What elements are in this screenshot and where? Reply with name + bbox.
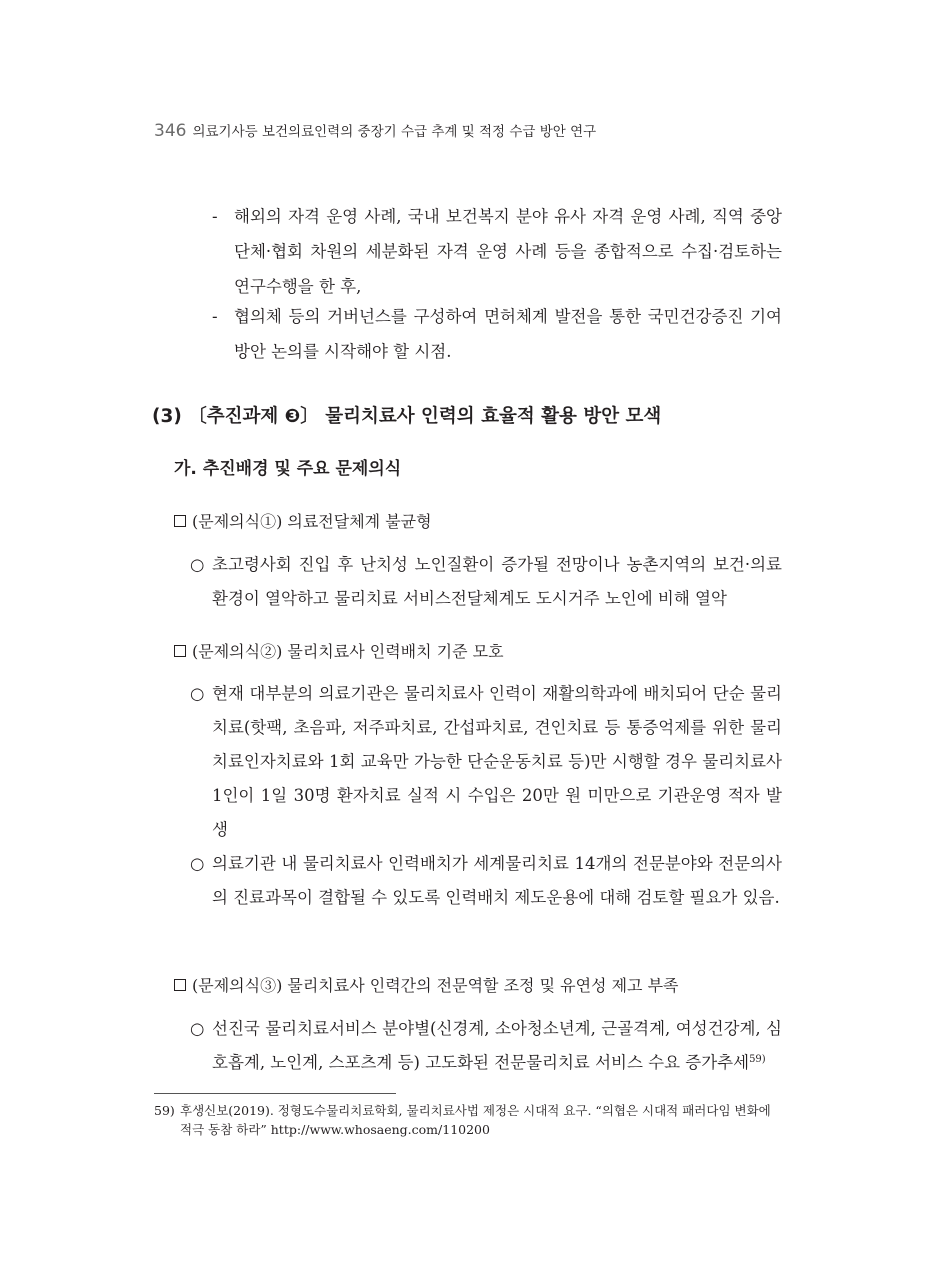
issue-label: (문제의식③) 물리치료사 인력간의 전문역할 조정 및 유연성 제고 부족 [192,976,679,995]
issue-point [190,1012,782,1080]
dash-list-item [212,199,782,304]
dash-item-text: 협의체 등의 거버넌스를 구성하여 면허체계 발전을 통한 국민건강증진 기여 방안 논의를 시작해야 할 시점. [234,307,782,361]
checkbox-square-icon [174,979,186,991]
issue-point-text: 의료기관 내 물리치료사 인력배치가 세계물리치료 14개의 전문분야와 전문의사의 진료과목이 결합될 수 있도록 인력배치 제도운용에 대해 검토할 필요가 있음. [212,854,782,907]
footnote-text: 후생신보(2019). 정형도수물리치료학회, 물리치료사법 제정은 시대적 요구. “의협은 시대적 패러다임 변화에 적극 동참 하라” http://www.whosaeng.com/110200 [180,1103,771,1137]
running-header [154,120,596,141]
checkbox-square-icon [174,515,186,527]
subsection-title: 가. 추진배경 및 주요 문제의식 [174,459,402,479]
dash-list-item [212,299,782,369]
issue-point-text: 선진국 물리치료서비스 분야별(신경계, 소아청소년계, 근골격계, 여성건강계, 심호흡계, 노인계, 스포츠계 등) 고도화된 전문물리치료 서비스 수요 증가추세$^{59)}$ [212,1019,782,1072]
circle-bullet-icon: ○ [190,684,205,703]
issue-heading [174,975,679,997]
running-title: 의료기사등 보건의료인력의 중장기 수급 추계 및 적정 수급 방안 연구 [192,124,597,140]
issue-point [190,677,782,847]
issue-point [190,847,782,915]
issue-point-text: 현재 대부분의 의료기관은 물리치료사 인력이 재활의학과에 배치되어 단순 물리치료(핫팩, 초음파, 저주파치료, 간섭파치료, 견인치료 등 통증억제를 위한 물리치료인자치료와 1회 교육만 가능한 단순운동치료 등)만 시행할 경우 물리치료사 1인이 1일 30명 환자치료 실적 시 수입은 20만 원 미만으로 기관운영 적자 발생 [212,684,782,839]
issue-point [190,548,782,616]
footnote [154,1101,782,1139]
issue-label: (문제의식②) 물리치료사 인력배치 기준 모호 [192,642,504,661]
issue-heading [174,511,432,533]
page-number: 346 [154,121,187,141]
circle-bullet-icon: ○ [190,1019,205,1038]
dash-item-text: 해외의 자격 운영 사례, 국내 보건복지 분야 유사 자격 운영 사례, 직역 중앙단체·협회 차원의 세분화된 자격 운영 사례 등을 종합적으로 수집·검토하는 연구수행을 한 후, [234,207,782,296]
footnote-number: 59) [154,1103,175,1118]
issue-point-text: 초고령사회 진입 후 난치성 노인질환이 증가될 전망이나 농촌지역의 보건·의료 환경이 열악하고 물리치료 서비스전달체계도 도시거주 노인에 비해 열악 [212,555,782,608]
circle-bullet-icon: ○ [190,854,205,873]
section-title: (3) 〔추진과제 ❸〕 물리치료사 인력의 효율적 활용 방안 모색 [152,406,662,427]
footnote-divider [154,1093,396,1094]
issue-label: (문제의식①) 의료전달체계 불균형 [192,512,432,531]
footnote-reference[interactable]: 59) [749,1054,766,1065]
issue-heading [174,641,504,663]
dash-marker: - [212,307,218,326]
checkbox-square-icon [174,645,186,657]
dash-marker: - [212,207,218,226]
circle-bullet-icon: ○ [190,555,205,574]
